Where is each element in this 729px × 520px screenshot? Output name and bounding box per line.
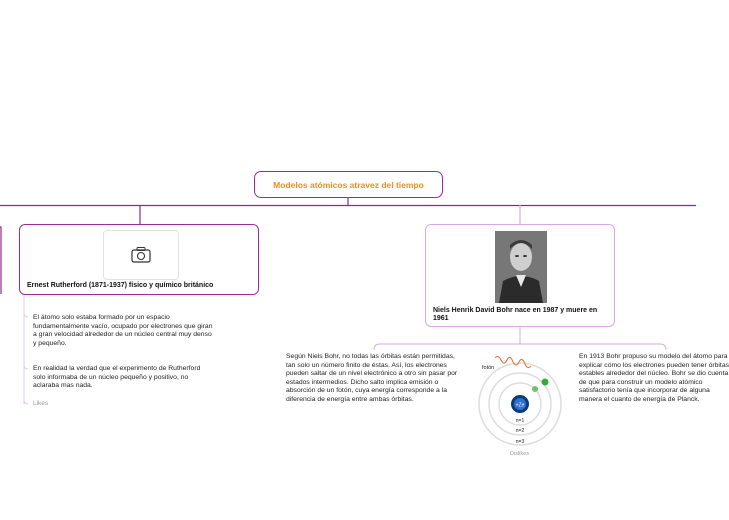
- rutherford-note-2: En realidad la verdad que el experimento de Rutherford solo informaba de un núcleo pequeño y positivo, no aclaraba mas nada.: [33, 365, 201, 389]
- portrait-image: [495, 231, 547, 303]
- root-title: Modelos atómicos atravez del tiempo: [273, 180, 424, 190]
- electron: [542, 379, 549, 386]
- orbit-label-n2: n=2: [515, 428, 525, 434]
- rutherford-node[interactable]: [19, 224, 259, 295]
- photon-label: fotón: [482, 365, 495, 371]
- bohr-title: Niels Henrik David Bohr nace en 1987 y muere en 1961: [433, 307, 598, 322]
- bohr-node[interactable]: [425, 224, 615, 327]
- orbit-label-n3: n=3: [515, 439, 525, 445]
- orbit-label-n1: n=1: [515, 418, 525, 424]
- electron: [532, 386, 538, 392]
- nucleus-label: +Ze: [515, 402, 525, 409]
- camera-icon: [104, 231, 178, 279]
- dislikes-label[interactable]: Dislikes: [510, 451, 529, 457]
- likes-label[interactable]: Likes: [33, 400, 49, 407]
- rutherford-note-1: El átomo solo estaba formado por un espacio fundamentalmente vacío, ocupado por electrones que giran a gran velocidad alrededor de un núcleo central muy denso y pequeño.: [33, 314, 213, 347]
- bohr-portrait: [495, 231, 547, 303]
- image-placeholder: [103, 230, 179, 280]
- bohr-atom-diagram: [476, 352, 570, 456]
- root-topic[interactable]: [254, 171, 443, 198]
- bohr-note-left: Según Niels Bohr, no todas las órbitas están permitidas, tan solo un número finito de éstas. Así, los electrones pueden saltar de un nivel electrónico a otro sin pasar por estados intermedios. Dicho salto implica emisión o absorción de un fotón, cuya energía corresponde a la diferencia de energía entre ambas órbitas.: [286, 353, 458, 403]
- bohr-note-right: En 1913 Bohr propuso su modelo del átomo para explicar cómo los electrones pueden tener órbitas estables alrededor del núcleo. Bohr se dio cuenta de que para construir un modelo atómico satisfactorio tenía que incorporar de alguna manera el cuanto de energía de Planck.: [579, 353, 729, 403]
- rutherford-title: Ernest Rutherford (1871-1937) físico y químico británico: [27, 282, 214, 289]
